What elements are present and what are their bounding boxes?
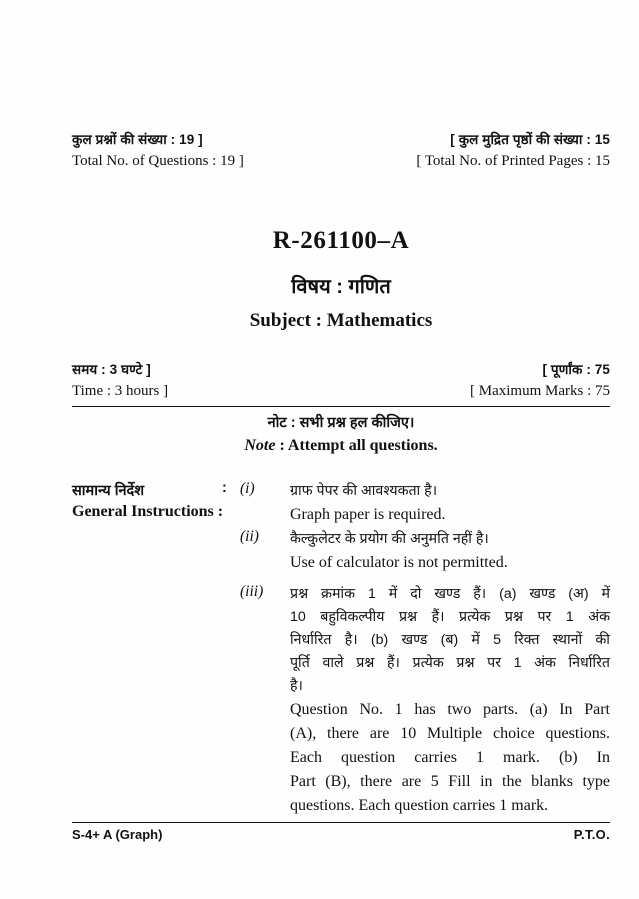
instruction-hindi-line: 10 बहुविकल्पीय प्रश्न हैं। प्रत्येक प्रश्न पर 1 अंक	[290, 609, 610, 625]
subject-title-hindi: विषय : गणित	[291, 276, 391, 298]
max-marks-hindi: [ पूर्णांक : 75	[542, 362, 610, 377]
footer-pto: P.T.O.	[573, 827, 610, 842]
max-marks-english: [ Maximum Marks : 75	[470, 383, 610, 399]
note-english-text: : Attempt all questions.	[275, 437, 438, 454]
instruction-hindi-line: प्रश्न क्रमांक 1 में दो खण्ड हैं। (a) खण्ड (अ) में	[290, 586, 610, 602]
page-footer	[72, 827, 610, 842]
instruction-body-ii	[290, 528, 610, 575]
instruction-hindi-line: कैल्कुलेटर के प्रयोग की अनुमति नहीं है।	[290, 531, 489, 547]
note-english	[72, 437, 610, 455]
instruction-english-line: Question No. 1 has two parts. (a) In Part	[290, 701, 610, 718]
header-divider-rule	[72, 406, 610, 407]
note-hindi: नोट : सभी प्रश्न हल कीजिए।	[267, 415, 415, 431]
total-questions-hindi: कुल प्रश्नों की संख्या : 19 ]	[72, 132, 203, 147]
header-row-hindi	[72, 130, 610, 148]
instruction-number-iii: (iii)	[240, 583, 264, 600]
page-content	[72, 0, 610, 899]
note-english-label: Note	[244, 437, 276, 454]
subject-title-english: Subject : Mathematics	[249, 310, 433, 331]
instruction-number-i: (i)	[240, 480, 255, 497]
printed-pages-hindi: [ कुल मुद्रित पृष्ठों की संख्या : 15	[450, 132, 610, 147]
header-row-english	[72, 153, 610, 170]
instruction-item-iii	[240, 583, 610, 818]
footer-paper-series: S-4+ A (Graph)	[72, 827, 163, 842]
general-instructions-colon: :	[222, 480, 227, 496]
instruction-english-line: Use of calculator is not permitted.	[290, 554, 508, 571]
paper-code: R-261100–A	[272, 227, 410, 254]
instruction-english-line: Part (B), there are 5 Fill in the blanks type	[290, 773, 610, 790]
instruction-body-i	[290, 480, 610, 527]
general-instructions-label-english: General Instructions :	[72, 503, 224, 520]
total-questions-english: Total No. of Questions : 19 ]	[72, 153, 244, 169]
instruction-english-line: Each question carries 1 mark. (b) In	[290, 749, 610, 766]
time-english: Time : 3 hours ]	[72, 383, 169, 399]
instruction-body-iii	[290, 583, 610, 818]
general-instructions-label-hindi: सामान्य निर्देश	[72, 483, 145, 499]
footer-divider-rule	[72, 822, 610, 823]
instruction-english-line: Graph paper is required.	[290, 506, 446, 523]
instruction-hindi-line: पूर्ति वाले प्रश्न हैं। प्रत्येक प्रश्न पर 1 अंक निर्धारित	[290, 655, 610, 671]
exam-meta-row-hindi	[72, 360, 610, 378]
instruction-number-ii: (ii)	[240, 528, 259, 545]
instruction-hindi-line: निर्धारित है। (b) खण्ड (ब) में 5 रिक्त स्थानों की	[290, 632, 610, 648]
time-hindi: समय : 3 घण्टे ]	[72, 362, 151, 377]
exam-meta-row-english	[72, 383, 610, 400]
instruction-hindi-line: ग्राफ पेपर की आवश्यकता है।	[290, 483, 438, 499]
printed-pages-english: [ Total No. of Printed Pages : 15	[416, 153, 610, 169]
instruction-item-i	[240, 480, 610, 527]
instruction-item-ii	[240, 528, 610, 575]
instruction-english-line: (A), there are 10 Multiple choice questions.	[290, 725, 610, 742]
instruction-hindi-line: है।	[290, 678, 303, 694]
instruction-english-line: questions. Each question carries 1 mark.	[290, 797, 549, 814]
